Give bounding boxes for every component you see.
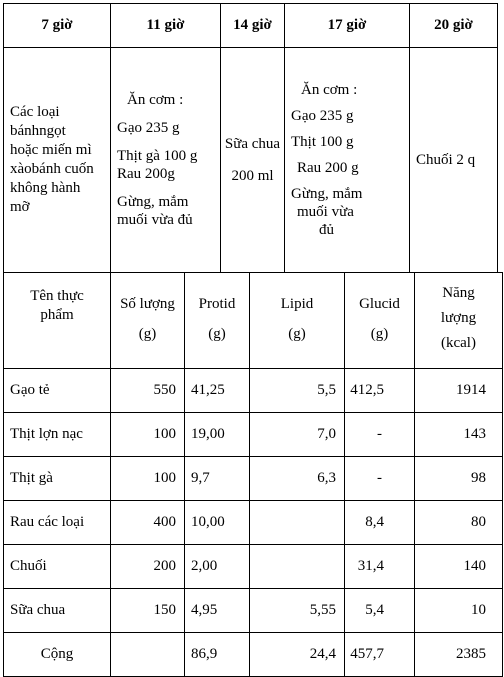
- cell-glucid: -: [345, 457, 415, 501]
- cell-food: Rau các loại: [4, 501, 111, 545]
- cell-qty: 400: [111, 501, 185, 545]
- header-energy: [415, 273, 503, 369]
- cell-qty: 100: [111, 413, 185, 457]
- header-energy-line: (kcal): [441, 335, 476, 351]
- header-protid-line: (g): [208, 326, 226, 342]
- cell-protid: 41,25: [185, 369, 250, 413]
- cell-qty: [111, 633, 185, 677]
- table-row: [4, 413, 503, 457]
- cell-energy: 143: [415, 413, 503, 457]
- cell-lipid: 5,5: [250, 369, 345, 413]
- table-row: [4, 545, 503, 589]
- header-glucid-line: Glucid: [359, 296, 400, 312]
- cell-qty: 200: [111, 545, 185, 589]
- cell-protid: 19,00: [185, 413, 250, 457]
- cell-protid: 2,00: [185, 545, 250, 589]
- cell-qty: 150: [111, 589, 185, 633]
- header-glucid-line: (g): [370, 326, 389, 342]
- total-row: [4, 633, 503, 677]
- meal-20: Chuối 2 q: [410, 48, 498, 273]
- cell-glucid: 5,4: [345, 589, 415, 633]
- time-7: 7 giờ: [4, 4, 111, 48]
- time-header-row: [4, 4, 498, 48]
- table-row: [4, 457, 503, 501]
- cell-lipid: 24,4: [250, 633, 345, 677]
- header-food-line: phẩm: [40, 307, 74, 323]
- meal-nutrition-table: [3, 3, 498, 273]
- cell-glucid: -: [345, 413, 415, 457]
- cell-glucid: 31,4: [345, 545, 415, 589]
- time-17: 17 giờ: [285, 4, 410, 48]
- cell-protid: 9,7: [185, 457, 250, 501]
- cell-energy: 80: [415, 501, 503, 545]
- meal-14: Sữa chua 200 ml: [221, 48, 285, 273]
- cell-food: Cộng: [4, 633, 111, 677]
- header-qty: [111, 273, 185, 369]
- meal-row: [4, 48, 498, 273]
- cell-energy: 140: [415, 545, 503, 589]
- header-glucid: [345, 273, 415, 369]
- header-protid: [185, 273, 250, 369]
- header-energy-line: Năng: [442, 285, 475, 301]
- cell-food: Sữa chua: [4, 589, 111, 633]
- header-qty-line: (g): [138, 326, 157, 342]
- header-lipid-line: (g): [288, 326, 306, 342]
- header-food-line: Tên thực: [30, 288, 84, 304]
- cell-qty: 100: [111, 457, 185, 501]
- table-row: [4, 369, 503, 413]
- cell-food: Thịt gà: [4, 457, 111, 501]
- meal-17: Ăn cơm : Gạo 235 g Thịt 100 g Rau 200 g Gừng, mắm muối vừa đủ: [285, 48, 410, 273]
- cell-food: Thịt lợn nạc: [4, 413, 111, 457]
- time-20: 20 giờ: [410, 4, 498, 48]
- meal-7: Các loại bánhngọt hoặc miến mì xàobánh cuốn không hành mỡ: [4, 48, 111, 273]
- cell-glucid: 457,7: [345, 633, 415, 677]
- cell-glucid: 412,5: [345, 369, 415, 413]
- header-energy-line: lượng: [440, 310, 477, 326]
- header-qty-line: Số lượng: [120, 296, 175, 312]
- table-row: [4, 501, 503, 545]
- cell-lipid: 5,55: [250, 589, 345, 633]
- header-protid-line: Protid: [198, 296, 236, 312]
- cell-energy: 2385: [415, 633, 503, 677]
- nutrition-data-table: [3, 272, 503, 677]
- cell-lipid: [250, 501, 345, 545]
- cell-food: Gạo tẻ: [4, 369, 111, 413]
- table-row: [4, 589, 503, 633]
- cell-protid: 4,95: [185, 589, 250, 633]
- cell-lipid: 6,3: [250, 457, 345, 501]
- cell-protid: 86,9: [185, 633, 250, 677]
- meal-11: Ăn cơm : Gạo 235 g Thịt gà 100 g Rau 200g Gừng, mắm muối vừa đủ: [111, 48, 221, 273]
- cell-protid: 10,00: [185, 501, 250, 545]
- cell-lipid: [250, 545, 345, 589]
- cell-energy: 1914: [415, 369, 503, 413]
- cell-glucid: 8,4: [345, 501, 415, 545]
- time-11: 11 giờ: [111, 4, 221, 48]
- cell-energy: 10: [415, 589, 503, 633]
- cell-food: Chuối: [4, 545, 111, 589]
- cell-energy: 98: [415, 457, 503, 501]
- header-lipid: [250, 273, 345, 369]
- cell-qty: 550: [111, 369, 185, 413]
- header-lipid-line: Lipid: [280, 296, 314, 312]
- header-food: [4, 273, 111, 369]
- time-14: 14 giờ: [221, 4, 285, 48]
- nutrition-header-row: [4, 273, 503, 369]
- cell-lipid: 7,0: [250, 413, 345, 457]
